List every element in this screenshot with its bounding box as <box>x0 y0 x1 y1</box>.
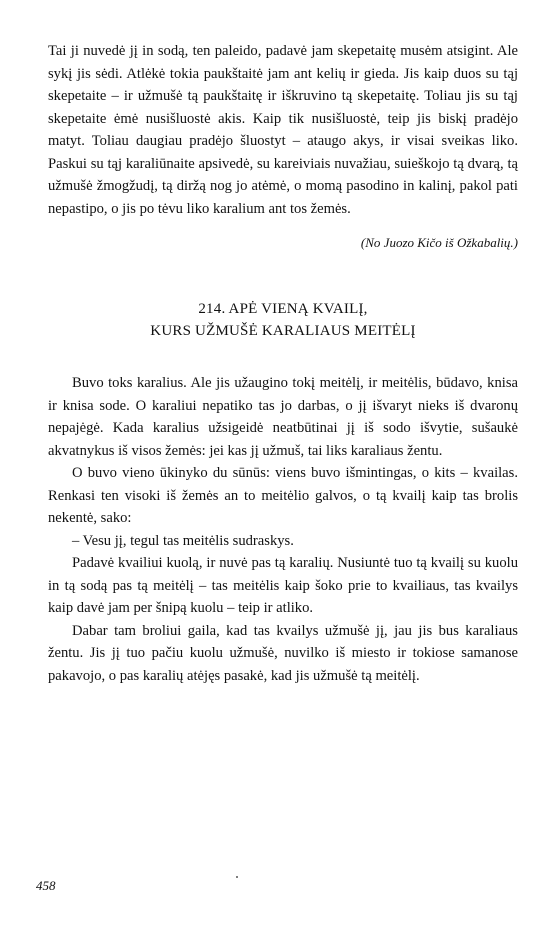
story-ending-paragraph: Tai ji nuvedė jį in sodą, ten paleido, padavė jam skepetaitę musėm atsigint. Ale sykį jis sėdi. Atlėkė tokia paukštaitė jam ant kelių ir gieda. Jis kaip duos su tąj skepetaite – ir užmušė tą paukštaitę ir iškruvino tą skepetaitę. Toliau jis su tąj skepetaite ėmė nusišluostė akis. Kaip tik nusišluostė, teip jis biskį pradėjo matyt. Toliau daugiau pradėjo šluostyt – ataugo akys, ir visai sveikas liko. Paskui su tąj karaliūnaite apsivedė, su kareiviais nuvažiau, suieškojo tą dvarą, tą užmušė žmogžudį, tą diržą nog jo atėmė, o momą pasodino in kalinį, pakol pati nepastipo, o jis po tėvu liko karalium ant tos žemės. <box>48 43 518 217</box>
story-paragraph-4: Padavė kvailiui kuolą, ir nuvė pas tą karalių. Nusiuntė tuo tą kvailį su kuolu in tą sodą pas tą meitėlį – tas meitėlis kaip šoko prie to kvailiaus, tas kvailys kaip davė jam per šnipą kuolu – teip ir atliko. <box>48 555 518 616</box>
page-body <box>48 40 518 687</box>
story-heading-line-2: KURS UŽMUŠĖ KARALIAUS MEITĖLĮ <box>150 323 416 339</box>
story-heading <box>48 298 518 342</box>
story-paragraph-5: Dabar tam broliui gaila, kad tas kvailys užmušė jį, jau jis bus karaliaus žentu. Jis jį tuo pačiu kuolu užmušė, nuvilko iš miesto ir tokiose samanose pakavojo, o pas karalių atėjęs pasakė, kad jis užmušė tą meitėlį. <box>48 622 518 684</box>
story-paragraph-3-dialogue: – Vesu jį, tegul tas meitėlis sudraskys. <box>72 532 294 549</box>
page-number: 458 <box>36 878 56 893</box>
story-heading-line-1: 214. APĖ VIENĄ KVAILĮ, <box>198 301 368 317</box>
print-speck <box>236 876 238 878</box>
story-paragraph-1: Buvo toks karalius. Ale jis užaugino tokį meitėlį, ir meitėlis, būdavo, knisa ir knisa sode. O karaliui nepatiko tas jo darbas, o jį išvaryt nieks iš dvaronų nepajėgė. Kada karalius užsigeidė neatbūtinai jį iš sodo išvytie, sušaukė akvatnykus iš visos žemės: jei kas jį užmuš, tai liks karaliaus žentu. <box>48 375 518 459</box>
story-source-attribution: (No Juozo Kičo iš Ožkabalių.) <box>360 235 518 250</box>
story-paragraph-2: O buvo vieno ūkinyko du sūnūs: viens buvo išmintingas, o kits – kvailas. Renkasi ten visoki iš žemės an to meitėlio galvos, o tą kvailį kaip tas brolis nekentė, sako: <box>48 465 518 526</box>
